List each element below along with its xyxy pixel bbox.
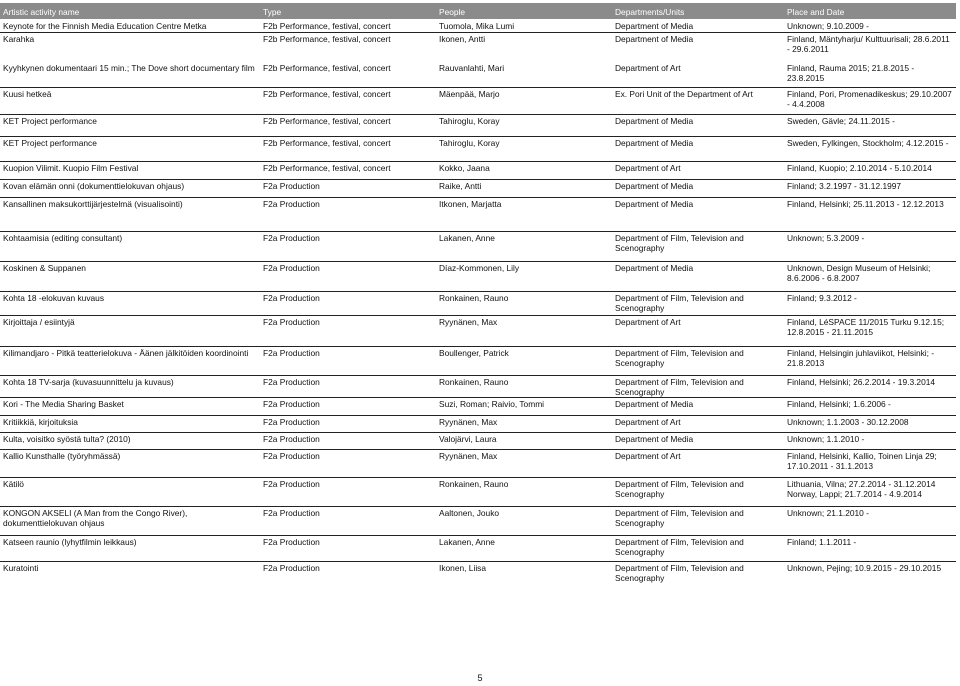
place-date-cell: Finland, Kuopio; 2.10.2014 - 5.10.2014 [784,162,956,180]
type-cell: F2b Performance, festival, concert [260,162,436,180]
people-cell: Lakanen, Anne [436,232,612,262]
table-row [0,232,956,262]
type-cell: F2a Production [260,180,436,198]
table-row [0,33,956,62]
activity-name-cell: Kätilö [0,478,260,507]
activity-name-cell: Kilimandjaro - Pitkä teatterielokuva - Äänen jälkitöiden koordinointi [0,347,260,376]
department-cell: Department of Film, Television and Scenography [612,376,784,398]
type-cell: F2a Production [260,507,436,536]
place-date-cell: Finland, Pori, Promenadikeskus; 29.10.2007 - 4.4.2008 [784,88,956,115]
table-row [0,562,956,590]
table-row [0,292,956,316]
people-cell: Ronkainen, Rauno [436,478,612,507]
table-row [0,507,956,536]
type-cell: F2a Production [260,292,436,316]
department-cell: Department of Media [612,115,784,137]
people-cell: Aaltonen, Jouko [436,507,612,536]
activity-name-cell: Kirjoittaja / esiintyjä [0,316,260,347]
subheader-row [0,19,956,33]
activity-name-cell: Kuusi hetkeä [0,88,260,115]
activity-name-cell: Kohta 18 -elokuvan kuvaus [0,292,260,316]
activity-name-cell: Kohtaamisia (editing consultant) [0,232,260,262]
type-cell: F2a Production [260,416,436,433]
people-cell: Ryynänen, Max [436,416,612,433]
activity-name-cell: KET Project performance [0,137,260,162]
people-cell: Rauvanlahti, Mari [439,62,505,73]
subheader-people: Tuomola, Mika Lumi [436,19,612,33]
activity-table [0,3,956,590]
type-cell: F2a Production [260,562,436,590]
column-header-type: Type [260,3,436,19]
place-date-cell: Finland, Helsinki; 25.11.2013 - 12.12.2013 [784,198,956,232]
place-date-cell: Finland, Helsinki; 1.6.2006 - [784,398,956,416]
table-row [0,478,956,507]
people-cell: Ryynänen, Max [436,316,612,347]
people-cell: Ikonen, Antti [436,33,612,62]
people-cell: Ronkainen, Rauno [436,376,612,398]
table-row [0,536,956,562]
table-row [0,433,956,450]
table-row [0,450,956,478]
place-date-cell: Unknown; 1.1.2003 - 30.12.2008 [784,416,956,433]
department-cell: Department of Art [612,316,784,347]
department-cell: Department of Media [612,433,784,450]
department-cell: Department of Art [612,450,784,478]
place-date-cell: Finland; 3.2.1997 - 31.12.1997 [784,180,956,198]
activity-name-cell: Kohta 18 TV-sarja (kuvasuunnittelu ja kuvaus) [0,376,260,398]
type-cell: F2b Performance, festival, concert [260,137,436,162]
department-cell: Department of Film, Television and Scenography [612,562,784,590]
place-date-cell: Sweden, Fylkingen, Stockholm; 4.12.2015 - [784,137,956,162]
activity-name-cell: Kori - The Media Sharing Basket [0,398,260,416]
place-date-cell: Finland, Helsinki, Kallio, Toinen Linja 29; 17.10.2011 - 31.1.2013 [784,450,956,478]
subheader-place-date: Unknown; 9.10.2009 - [784,19,956,33]
people-cell: Valojärvi, Laura [436,433,612,450]
place-date-cell: Finland, Helsinki; 26.2.2014 - 19.3.2014 [784,376,956,398]
type-cell: F2b Performance, festival, concert [260,33,436,62]
department-cell: Department of Media [612,398,784,416]
activity-name-cell: Karahka [0,33,260,62]
column-header-place-date: Place and Date [784,3,956,19]
people-cell: Raike, Antti [436,180,612,198]
page-number: 5 [477,673,483,683]
people-cell: Itkonen, Marjatta [436,198,612,232]
subheader-activity-name: Keynote for the Finnish Media Education Centre Metka [0,19,260,33]
type-cell: F2a Production [260,198,436,232]
people-cell: Boullenger, Patrick [436,347,612,376]
department-cell: Ex. Pori Unit of the Department of Art [612,88,784,115]
department-cell: Department of Media [612,33,784,62]
type-cell: F2a Production [260,398,436,416]
table-row [0,62,956,88]
table-row [0,198,956,232]
people-cell: Mäenpää, Marjo [436,88,612,115]
activity-name-cell: Kuopion Vilimit. Kuopio Film Festival [0,162,260,180]
table-row [0,137,956,162]
activity-name-cell: Kansallinen maksukorttijärjestelmä (visualisointi) [0,198,260,232]
table-row [0,376,956,398]
activity-name-cell: KONGON AKSELI (A Man from the Congo River), dokumenttielokuvan ohjaus [0,507,260,536]
department-cell: Department of Film, Television and Scenography [612,536,784,562]
type-cell: F2a Production [260,316,436,347]
department-cell: Department of Film, Television and Scenography [612,292,784,316]
table-row [0,162,956,180]
table-row [0,262,956,292]
subheader-department: Department of Media [612,19,784,33]
place-date-cell: Lithuania, Vilna; 27.2.2014 - 31.12.2014 Norway, Lappi; 21.7.2014 - 4.9.2014 [784,478,956,507]
department-cell: Department of Art [612,416,784,433]
table-row [0,416,956,433]
place-date-cell: Unknown; 5.3.2009 - [784,232,956,262]
type-cell: F2b Performance, festival, concert [260,88,436,115]
activity-name-cell: Katseen raunio (lyhytfilmin leikkaus) [0,536,260,562]
people-cell: Kokko, Jaana [436,162,612,180]
place-date-cell: Unknown; 21.1.2010 - [784,507,956,536]
type-cell: F2a Production [260,376,436,398]
column-header-departments: Departments/Units [612,3,784,19]
activity-name-cell: KET Project performance [0,115,260,137]
type-cell: F2a Production [260,232,436,262]
department-cell: Department of Media [612,180,784,198]
activity-name-cell: Kallio Kunsthalle (työryhmässä) [0,450,260,478]
people-cell: Díaz-Kommonen, Lily [436,262,612,292]
people-cell: Suzi, Roman; Raivio, Tommi [436,398,612,416]
place-date-cell: Finland, Rauma 2015; 21.8.2015 - 23.8.2015 [787,62,915,83]
place-date-cell: Finland; 1.1.2011 - [784,536,956,562]
table-row [0,347,956,376]
place-date-cell: Unknown, Design Museum of Helsinki; 8.6.2006 - 6.8.2007 [784,262,956,292]
table-row [0,398,956,416]
place-date-cell: Unknown; 1.1.2010 - [784,433,956,450]
department-cell: Department of Film, Television and Scenography [612,232,784,262]
department-cell: Department of Film, Television and Scenography [612,507,784,536]
table-row [0,115,956,137]
department-cell: Department of Film, Television and Scenography [612,478,784,507]
people-cell: Tahiroglu, Koray [436,137,612,162]
activity-name-cell: Kulta, voisitko syöstä tulta? (2010) [0,433,260,450]
place-date-cell: Finland, Helsingin juhlaviikot, Helsinki; - 21.8.2013 [784,347,956,376]
people-cell: Ryynänen, Max [436,450,612,478]
place-date-cell: Finland; 9.3.2012 - [784,292,956,316]
type-cell: F2a Production [260,450,436,478]
people-cell: Tahiroglu, Koray [436,115,612,137]
place-date-cell: Finland, LéSPACE 11/2015 Turku 9.12.15; 12.8.2015 - 21.11.2015 [784,316,956,347]
table-row [0,316,956,347]
activity-name-cell: Kovan elämän onni (dokumenttielokuvan ohjaus) [0,180,260,198]
department-cell: Department of Art [615,62,681,73]
people-cell: Lakanen, Anne [436,536,612,562]
department-cell: Department of Art [612,162,784,180]
subheader-type: F2b Performance, festival, concert [260,19,436,33]
column-header-people: People [436,3,612,19]
department-cell: Department of Media [612,137,784,162]
activity-name-cell: Koskinen & Suppanen [0,262,260,292]
type-cell: F2b Performance, festival, concert [260,115,436,137]
type-cell: F2a Production [260,347,436,376]
table-body [0,33,956,590]
place-date-cell: Unknown, Pejing; 10.9.2015 - 29.10.2015 [784,562,956,590]
department-cell: Department of Film, Television and Scenography [612,347,784,376]
type-cell: F2a Production [260,536,436,562]
activity-name-cell: Kritiikkiä, kirjoituksia [0,416,260,433]
table-row [0,180,956,198]
activity-name-cell: Kuratointi [0,562,260,590]
activity-name-cell: Kyyhkynen dokumentaari 15 min.; The Dove short documentary film [3,62,255,73]
type-cell: F2a Production [260,262,436,292]
table-row [0,88,956,115]
place-date-cell: Finland, Mäntyharju/ Kulttuurisali; 28.6.2011 - 29.6.2011 [784,33,956,62]
type-cell: F2a Production [260,433,436,450]
people-cell: Ikonen, Liisa [436,562,612,590]
people-cell: Ronkainen, Rauno [436,292,612,316]
header-row [0,3,956,19]
type-cell: F2a Production [260,478,436,507]
department-cell: Department of Media [612,198,784,232]
column-header-activity-name: Artistic activity name [0,3,260,19]
place-date-cell: Sweden, Gävle; 24.11.2015 - [784,115,956,137]
type-cell: F2b Performance, festival, concert [263,62,391,73]
department-cell: Department of Media [612,262,784,292]
